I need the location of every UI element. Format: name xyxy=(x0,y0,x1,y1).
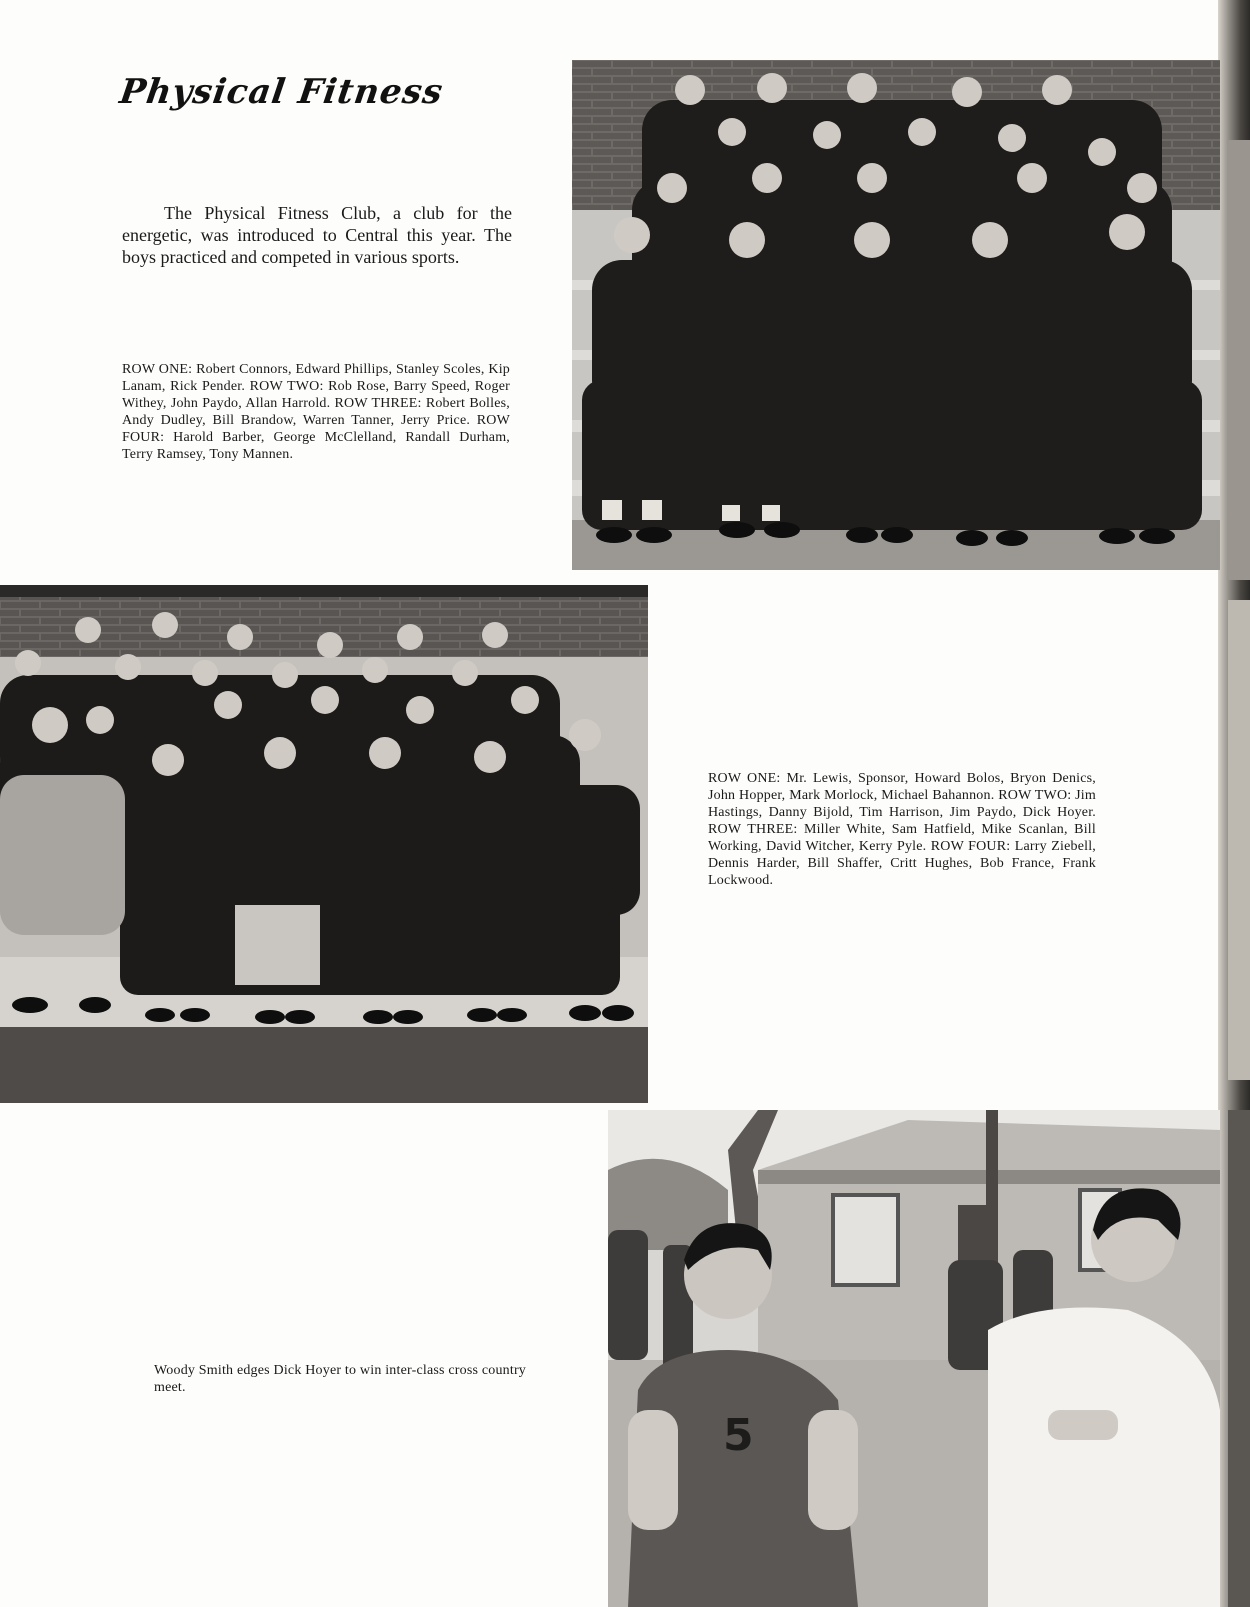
group-photo-middle xyxy=(0,585,648,1103)
edge-strip xyxy=(1228,600,1250,1080)
edge-strip xyxy=(1228,140,1250,580)
running-photo-bottom xyxy=(608,1110,1220,1607)
group-photo-middle-drawing xyxy=(0,585,648,1103)
running-photo-drawing xyxy=(608,1110,1220,1607)
page-title: Physical Fitness xyxy=(117,72,446,112)
page-edge xyxy=(1218,0,1250,1607)
caption-bottom-photo: Woody Smith edges Dick Hoyer to win inter-class cross country meet. xyxy=(154,1363,527,1395)
edge-strip xyxy=(1228,1110,1250,1607)
caption-top-photo: ROW ONE: Robert Connors, Edward Phillips, Stanley Scoles, Kip Lanam, Rick Pender. ROW TWO: Rob Rose, Barry Speed, Roger Withey, John Paydo, Allan Harrold. ROW THREE: Robert Bolles, Andy Dudley, Bill Brandow, Warren Tanner, Jerry Price. ROW FOUR: Harold Barber, George McClelland, Randall Durham, Terry Ramsey, Tony Mannen. xyxy=(122,362,510,462)
jersey-number: 5 xyxy=(723,1410,754,1461)
intro-paragraph xyxy=(122,202,512,268)
intro-text: The Physical Fitness Club, a club for the energetic, was introduced to Central this year. The boys practiced and competed in various sports. xyxy=(122,203,512,267)
group-photo-top-drawing xyxy=(572,60,1220,570)
caption-middle-photo: ROW ONE: Mr. Lewis, Sponsor, Howard Bolos, Bryon Denics, John Hopper, Mark Morlock, Michael Bahannon. ROW TWO: Jim Hastings, Danny Bijold, Tim Harrison, Jim Paydo, Dick Hoyer. ROW THREE: Miller White, Sam Hatfield, Mike Scanlan, Bill Working, David Witcher, Kerry Pyle. ROW FOUR: Larry Ziebell, Dennis Harder, Bill Shaffer, Critt Hughes, Bob France, Frank Lockwood. xyxy=(708,771,1096,888)
group-photo-top xyxy=(572,60,1220,570)
